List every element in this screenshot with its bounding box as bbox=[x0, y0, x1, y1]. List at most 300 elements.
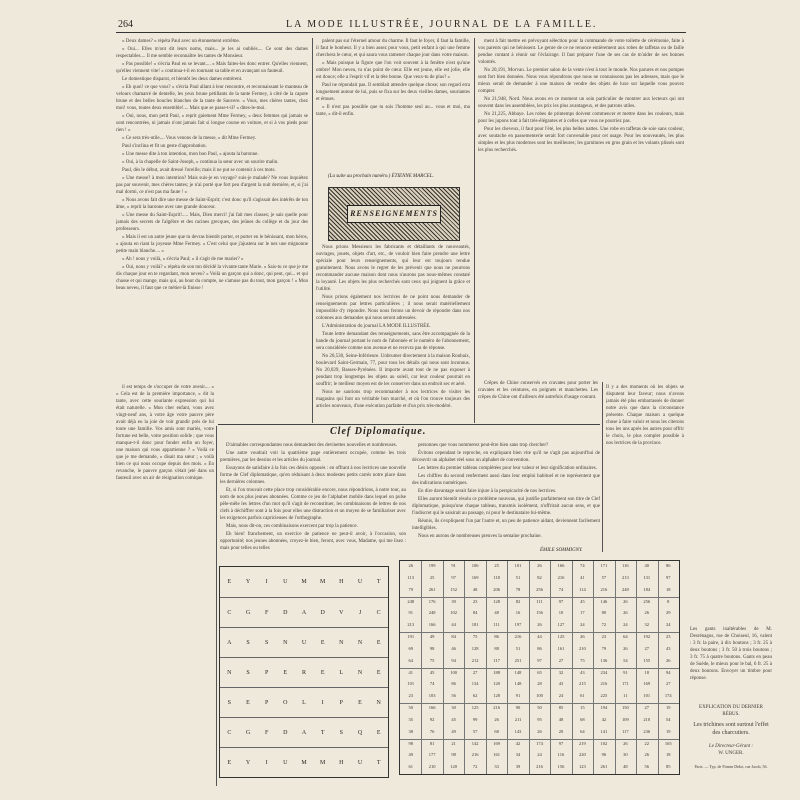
column-divider bbox=[602, 382, 603, 552]
number-grid-cell: 45 bbox=[429, 669, 435, 675]
number-grid-cell: 102 bbox=[450, 610, 458, 616]
number-grid-cell: 40 bbox=[644, 563, 650, 568]
number-grid-cell: 103 bbox=[428, 693, 436, 699]
number-grid-cell: 18 bbox=[666, 586, 671, 592]
number-grid-cell: 68 bbox=[494, 728, 499, 734]
number-grid-cell: 17 bbox=[580, 610, 585, 616]
number-grid-cell: 206 bbox=[493, 586, 500, 592]
number-grid-cell: 97 bbox=[666, 574, 671, 580]
number-grid-cell: 148 bbox=[514, 681, 522, 687]
number-grid-cell: 174 bbox=[664, 693, 672, 699]
renseignements-title: RENSEIGNEMENTS bbox=[347, 205, 441, 223]
imprint: Paris. — Typ. de Firmin Didot, rue Jacob, 56. bbox=[694, 764, 768, 769]
number-grid-cell: 96 bbox=[601, 752, 607, 758]
number-grid-cell: 102 bbox=[600, 740, 608, 746]
number-grid-cell: 23 bbox=[601, 634, 607, 639]
letter-grid-cell: C bbox=[227, 610, 232, 616]
number-grid-cell: 86 bbox=[451, 681, 456, 687]
number-grid-line bbox=[400, 668, 679, 669]
number-grid-cell: 74 bbox=[580, 563, 585, 568]
number-grid-cell: 261 bbox=[600, 764, 608, 770]
number-grid-cell: 171 bbox=[621, 681, 629, 687]
paragraph: D'aimables correspondantes nous demandent des devinettes nouvelles et nombreuses. bbox=[226, 443, 397, 448]
number-grid-cell: 75 bbox=[472, 634, 478, 639]
number-grid-cell: 45 bbox=[451, 716, 456, 722]
number-grid-cell: 142 bbox=[471, 740, 479, 746]
number-grid-cell: 26 bbox=[623, 645, 628, 651]
number-grid-cell: 57 bbox=[472, 728, 478, 734]
number-grid-cell: 98 bbox=[408, 740, 413, 746]
number-grid-cell: 216 bbox=[536, 764, 543, 770]
number-grid-cell: 49 bbox=[408, 752, 413, 758]
number-grid-cell: 216 bbox=[600, 586, 608, 592]
paragraph: Essayons de satisfaire à la fois ces désirs opposés : en offrant à nos lectrices une nouvelle forme de Clef diplomatique, qu'en réduisant à deux modestes petits carrés notre place dans les dernières colonnes. bbox=[220, 466, 406, 485]
number-grid-cell: 75 bbox=[580, 657, 585, 663]
paragraph: L'Administration du journal LA MODE ILLUSTRÉE. bbox=[322, 324, 431, 329]
number-grid-cell: 44 bbox=[537, 634, 542, 639]
number-grid-cell: 165 bbox=[664, 740, 672, 746]
number-grid-cell: 79 bbox=[601, 645, 607, 651]
number-grid-cell: 65 bbox=[537, 669, 542, 675]
letter-grid-cell: S bbox=[264, 640, 269, 646]
letter-grid-cell: E bbox=[246, 700, 250, 706]
column-divider bbox=[312, 38, 313, 423]
page-header-title: LA MODE ILLUSTRÉE, JOURNAL DE LA FAMILLE. bbox=[286, 19, 598, 30]
letter-grid-row bbox=[220, 717, 388, 748]
letter-grid-cell: M bbox=[319, 579, 326, 585]
letter-grid-cell: V bbox=[339, 610, 344, 616]
letter-grid-cell: M bbox=[301, 579, 307, 585]
letter-grid-cell: F bbox=[264, 610, 269, 616]
paragraph: No 20,530, Seine-Inférieure. Unbrumer directement à la maison Roubaix, boulevard Saint-Germain, 77, pour tous les détails qui nous sont inconnus. No 20,029, Basses-Pyrénées. Il importe avant tout de ne pas exposer à pendant trop longtemps les objets au soleil, car leur couleur pourrait en souffrir; le meilleur moyen est de les conserver dans un endroit sec et aéré. bbox=[316, 354, 470, 387]
letter-grid-cell: Y bbox=[245, 760, 251, 766]
number-grid-cell: 35 bbox=[408, 716, 413, 722]
paragraph: Réunis, ils s'expliquent l'un par l'autre et, un peu de patience aidant, deviennent facilement intelligibles. bbox=[412, 519, 600, 531]
number-grid-cell: 91 bbox=[451, 563, 456, 568]
number-grid-cell: 81 bbox=[429, 740, 435, 746]
number-grid-cell: 188 bbox=[493, 669, 500, 675]
number-grid-cell: 216 bbox=[557, 574, 565, 580]
number-grid-cell: 28 bbox=[537, 681, 542, 687]
number-grid-cell: 152 bbox=[450, 586, 458, 592]
letter-grid-cell: H bbox=[339, 579, 344, 585]
left-narrow-text: il est temps de s'occuper de votre avenir.... » « Cela est de la première importance, » dit la tante, avec cette souriante expression qui lui était naturelle. « Mon cher enfant, vous avez vingt-neuf ans, à votre âge votre pauvre père avait déjà eu la joie de voir grandir près de lui toute une famille. Vos amis sont mariés, votre fortune est belle, votre position solide ; que vous manque-t-il donc pour fonder enfin un foyer, une maison qui vous appartienne ? « Voilà ce que je me demande, » disait ma sœur ; « voilà bien ce qui nous occupe depuis des mois. » En revanche, le pauvre garçon s'était jeté dans un fauteuil avec un air de résignation comique. bbox=[116, 385, 214, 481]
number-grid-cell: 21 bbox=[451, 740, 456, 746]
letter-grid-cell: P bbox=[264, 670, 269, 676]
number-grid-cell: 216 bbox=[471, 752, 479, 758]
number-grid-cell: 45 bbox=[580, 598, 585, 604]
number-grid-cell: 134 bbox=[471, 681, 479, 687]
letter-grid-cell: U bbox=[301, 640, 307, 646]
number-grid-cell: 101 bbox=[514, 563, 522, 568]
number-grid-cell: 128 bbox=[493, 598, 500, 604]
number-grid-cell: 199 bbox=[428, 563, 436, 568]
letter-grid-cell: G bbox=[245, 610, 251, 616]
letter-grid-cell: E bbox=[376, 670, 381, 676]
left-column-continuation bbox=[116, 384, 214, 786]
number-grid-cell: 24 bbox=[623, 622, 628, 628]
letter-grid-cell: O bbox=[283, 700, 288, 706]
letter-grid-cell: E bbox=[320, 670, 325, 676]
number-grid-cell: 41 bbox=[408, 669, 413, 675]
number-grid-cell: 39 bbox=[451, 598, 456, 604]
paragraph: « Pas possible! » s'écria Paul en se levant.... « Mais faites-les donc entrer. Qu'elles viennent, qu'elles viennent vite! » continua-t-il en tournant sa table et en avançant un fauteuil. bbox=[116, 62, 308, 74]
number-grid-cell: 101 bbox=[643, 693, 651, 699]
number-grid-cell: 49 bbox=[429, 634, 435, 639]
number-grid-cell: 113 bbox=[407, 574, 415, 580]
number-grid-cell: 26 bbox=[623, 610, 628, 616]
paragraph: « Oui, nous y voilà? » répéta de son ton décidé la vivante tante Marie. « Sais-tu ce que je me dis chaque jour en te regardant, mon neveu? « Voilà un garçon qui a donc, qui peut, qui... et qui chasse et qui mange, mais qui, au bout du compte, ne s'amuse pas du tout, mon garçon ! » Mon beau neveu, il faut que ce métier-là finisse ! bbox=[116, 265, 308, 291]
letter-grid-row bbox=[220, 597, 388, 628]
number-grid-cell: 91 bbox=[515, 693, 521, 699]
paragraph: En dire davantage serait faire injure à la perspicacité de nos lectrices. bbox=[418, 489, 557, 494]
number-grid-line bbox=[400, 632, 679, 633]
number-grid-cell: 56 bbox=[644, 764, 650, 770]
number-grid-cell: 64 bbox=[580, 728, 585, 734]
number-grid-cell: 114 bbox=[579, 586, 586, 592]
number-grid-cell: 86 bbox=[494, 634, 499, 639]
letter-grid-cell: C bbox=[376, 610, 381, 616]
gloves-prices-text: Les gants inaltérables de M. Desrénagus, rue de Choiseul, 16, valent : 3 fr. la paire, à dix boutons ; 3 fr. 25 à deux boutons ; 3 fr. 50 à trois boutons ; 3 fr. 75 à quatre boutons. Gants en peau de Suède, le mieux pour le bal, 6 fr. 25 à deux boutons. Envoyer un timbre pour réponse. bbox=[690, 627, 772, 681]
number-grid-cell: 32 bbox=[558, 669, 564, 675]
number-grid-cell: 48 bbox=[623, 764, 628, 770]
number-grid-cell: 174 bbox=[536, 740, 543, 746]
number-grid-cell: 191 bbox=[407, 634, 415, 639]
letter-grid-cell: Q bbox=[357, 730, 363, 736]
number-grid-cell: 74 bbox=[429, 681, 435, 687]
number-grid-cell: 33 bbox=[494, 764, 499, 770]
number-grid-cell: 128 bbox=[493, 693, 500, 699]
paragraph: « Une messe du Saint-Esprit!..... Mais, Dieu merci! j'ai fait mes classes; je sais quelle pour jamais des secrets de l'algèbre et des racines grecques, des jeûnes du collège et du jour des professeurs. bbox=[116, 213, 308, 232]
number-grid-cell: 256 bbox=[643, 598, 651, 604]
number-grid-cell: 61 bbox=[408, 764, 413, 770]
letter-grid-cell: U bbox=[283, 760, 288, 766]
prices-paragraph bbox=[690, 626, 772, 698]
left-column-story bbox=[116, 38, 308, 382]
letter-grid-cell: E bbox=[227, 579, 232, 585]
number-grid-cell: 92 bbox=[429, 716, 435, 722]
letter-grid-cell: M bbox=[301, 760, 307, 766]
right-column-note bbox=[478, 380, 598, 404]
letter-grid-cell: T bbox=[320, 730, 325, 736]
number-grid-cell: 161 bbox=[493, 752, 500, 758]
renseignements-banner bbox=[328, 187, 460, 241]
number-grid-cell: 74 bbox=[558, 586, 564, 592]
number-grid-cell: 26 bbox=[623, 598, 628, 604]
number-grid-cell: 29 bbox=[666, 610, 671, 616]
paragraph: palent pas sur l'éternel amour du charme. Il faut le foyer, il faut la famille, il faut le bonheur. Il y a bien assez pour vous, petit enfant à qui une femme cherchera le cœur, et qui saura vous ramener chaque jour dans votre maison. bbox=[316, 39, 470, 58]
paragraph: « Oui, à la chapelle de Saint-Joseph, » continua la sœur avec un sourire malin. bbox=[122, 160, 279, 165]
number-grid-cell: 181 bbox=[471, 622, 479, 628]
number-grid-cell: 156 bbox=[557, 764, 565, 770]
letter-grid-cell: D bbox=[320, 610, 325, 616]
letter-grid-cell: U bbox=[357, 579, 363, 585]
header-rule bbox=[116, 32, 686, 33]
letter-grid-row bbox=[220, 657, 388, 688]
letter-grid-cell: E bbox=[283, 670, 288, 676]
number-grid-cell: 23 bbox=[472, 598, 478, 604]
number-grid-cell: 43 bbox=[558, 681, 564, 687]
number-grid-cell: 143 bbox=[514, 728, 522, 734]
paragraph: « Eh quoi! ce que vous? » s'écria Paul allant à leur rencontre, et reconnaissant le manteau de velours chamarré de dentelle, les yeux brune pétillants de la tante Fermey, à côté de la capote brune et des belles boucles blanches de la tante de Sauvere. « Vous, mes chères tantes, chez moi! vous, toutes deux ensemble!.... Mais que se passe-t-il? » dites-le-moi. bbox=[116, 85, 308, 111]
letter-grid-cell: E bbox=[358, 700, 362, 706]
letter-grid-row bbox=[220, 627, 388, 658]
number-grid-cell: 23 bbox=[408, 693, 413, 699]
number-grid-cell: 213 bbox=[621, 574, 629, 580]
paragraph: « Il n'est pas possible que tu sois l'homme seul au... vous et moi, ma tante, » dit-il enfin. bbox=[316, 105, 470, 117]
number-grid-cell: 123 bbox=[579, 764, 586, 770]
number-grid-cell: 169 bbox=[471, 574, 479, 580]
explication-title: EXPLICATION DU DERNIER RÉBUS. bbox=[699, 705, 763, 717]
paragraph: Mais, nous dit-on, ces combinaisons exercent par trop la patience. bbox=[226, 524, 358, 529]
number-grid-cell: 213 bbox=[407, 622, 415, 628]
number-grid-cell: 90 bbox=[515, 705, 521, 710]
letter-grid-cell: N bbox=[339, 640, 344, 646]
letter-grid-cell: T bbox=[376, 760, 381, 766]
paragraph: Elles auront bientôt résolu ce problème nouveau, qui justifie parfaitement son titre de Clef diplomatique, puisqu'une chaque tableau, transmis isolément, n'offrirait aucun sens, et que l'indiscret qui le saisirait au passage, ni pour le destinataire lui-même. bbox=[412, 497, 600, 516]
number-grid-cell: 120 bbox=[493, 681, 500, 687]
number-grid-cell: 27 bbox=[666, 681, 671, 687]
number-grid-cell: 34 bbox=[515, 752, 521, 758]
letter-grid bbox=[219, 566, 389, 778]
number-grid-cell: 248 bbox=[407, 598, 415, 604]
number-grid-cell: 18 bbox=[666, 752, 671, 758]
number-grid-cell: 94 bbox=[666, 669, 671, 675]
number-grid-cell: 131 bbox=[643, 574, 651, 580]
number-grid-cell: 48 bbox=[494, 610, 499, 616]
letter-grid-cell: I bbox=[321, 700, 324, 706]
number-grid-cell: 23 bbox=[666, 634, 671, 639]
number-grid-cell: 211 bbox=[514, 716, 522, 722]
paragraph: Une autre voudrait voir la quatrième page entièrement occupée, comme les trois premières, par les dessins et les articles du journal. bbox=[220, 451, 406, 463]
number-grid-cell: 80 bbox=[601, 610, 607, 616]
paragraph: Nous prions également nos lectrices de ne point nous demander de renseignements par lettres particulières ; il nous serait matériellement impossible d'y répondre. Nous nous ferons un devoir de répondre dans nos colonnes aux demandes qui nous seront adressées. bbox=[316, 295, 470, 321]
number-grid-line bbox=[400, 703, 679, 704]
letter-grid-cell: J bbox=[358, 610, 362, 616]
number-grid-cell: 120 bbox=[450, 764, 458, 770]
number-grid-cell: 98 bbox=[451, 752, 456, 758]
renseignements-column bbox=[316, 244, 470, 422]
number-grid-cell: 26 bbox=[644, 752, 650, 758]
number-grid-cell: 25 bbox=[494, 563, 499, 568]
paragraph: Paul ne répondait pas. Il semblait attendre quelque chose; son regard erra longuement autour de lui, puis se fixa sur les deux vieilles dames, souriantes et émues. bbox=[316, 83, 470, 102]
letter-grid-cell: S bbox=[339, 730, 343, 736]
number-grid-cell: 30 bbox=[623, 752, 628, 758]
number-grid-cell: 32 bbox=[644, 622, 650, 628]
number-grid-cell: 30 bbox=[451, 705, 456, 710]
number-grid-cell: 10 bbox=[558, 610, 564, 616]
paragraph: Pour les cheveux, il faut pour l'été, les plus belles nattes. Une robe en taffetas de soie sans couleur, avec soutache en passementerie serait fort convenable pour cet usage. Pour les nouveautés, les plus simples et les plus modernes sont les meilleures; les garnitures en gros grain et les volants plissés sont les plus recherchés. bbox=[478, 127, 684, 153]
number-grid-cell: 42 bbox=[601, 716, 607, 722]
letter-grid-cell: M bbox=[319, 760, 326, 766]
letter-grid-row bbox=[220, 747, 388, 778]
paragraph: « Mais il est un autre jeune que tu devras bientôt porter, et porter en le bénissant, mon héros, » ajouta en riant la joyeuse Mme Fermey. « C'est celui que j'ajustera sur le nez une mignonne petite main blanche.... » bbox=[116, 235, 308, 254]
letter-grid-cell: E bbox=[376, 640, 381, 646]
number-grid-cell: 26 bbox=[537, 622, 542, 628]
number-grid-cell: 82 bbox=[515, 598, 521, 604]
number-grid-cell: 171 bbox=[600, 563, 608, 568]
number-grid-cell: 56 bbox=[451, 693, 456, 699]
number-grid-cell: 22 bbox=[644, 740, 650, 746]
number-grid-cell: 18 bbox=[644, 669, 650, 675]
number-grid-cell: 41 bbox=[580, 574, 585, 580]
number-grid-cell: 97 bbox=[558, 598, 564, 604]
paragraph: Nous ne saurions trop recommander à nos lectrices de visiter les magasins qui font un véritable bon marché, et où l'on trouve toujours des articles nouveaux, d'une exécution parfaite et d'un prix très-modéré. bbox=[316, 390, 470, 409]
number-grid-cell: 97 bbox=[558, 740, 564, 746]
paragraph: « Mais puisque la figure que l'on voit souvent à la fenêtre n'est qu'une ombre! Mon neveu, tu n'as point de cœur. Elle est jeune, elle est jolie, elle est douce; elle a l'esprit vif et la tête bonne. Que veux-tu de plus? » bbox=[316, 61, 470, 80]
number-grid-cell: 256 bbox=[536, 586, 543, 592]
number-grid-cell: 54 bbox=[623, 657, 628, 663]
number-grid-cell: 166 bbox=[428, 705, 436, 710]
section-rule bbox=[218, 424, 600, 425]
paragraph: ment à fait mettre en prévoyant sélection pour la commande de votre toilette de cérémonie, faite à vos parents qui ne bénissent. Le genre de ce ne renonce entièrement aux robes de taffetas ou de faille pendue contant à réunir sur l'éclairage. Il faut préparer l'une de ses cas de m'aider de ses bonnes volontés. bbox=[478, 39, 684, 65]
number-grid-cell: 156 bbox=[536, 610, 543, 616]
number-grid-cell: 11 bbox=[623, 693, 628, 699]
number-grid-cell: 16 bbox=[515, 610, 521, 616]
number-grid-cell: 117 bbox=[622, 728, 629, 734]
paragraph: Paul, dès le début, avait dressé l'oreille; mais il ne put se contenir à ces mots. bbox=[122, 168, 276, 173]
number-grid-cell: 27 bbox=[472, 669, 478, 675]
number-grid-cell: 166 bbox=[557, 563, 565, 568]
number-grid-cell: 72 bbox=[601, 622, 607, 628]
paragraph: Nous prions Messieurs les fabricants et détaillants de nouveautés, ouvrages, jouets, objets d'art, etc., de vouloir bien faire prendre une lettre spéciale pour leurs renseignements, qui leur est toujours rendue gratuitement. Nous avons le regret de les prévenir que nous ne pourrons recommander aucune maison dont nous n'aurons pas nous-mêmes constaté la loyauté. Les objets les plus recherchés sont ceux qui joignent la grâce et l'utilité. bbox=[316, 245, 470, 292]
number-grid-cell: 117 bbox=[493, 657, 500, 663]
number-grid-cell: 24 bbox=[558, 693, 564, 699]
number-grid-cell: 248 bbox=[621, 586, 629, 592]
letter-grid-cell: N bbox=[283, 640, 288, 646]
number-grid-cell: 61 bbox=[580, 693, 585, 699]
number-grid-cell: 26 bbox=[408, 563, 413, 568]
letter-grid-cell: I bbox=[265, 579, 268, 585]
number-grid-cell: 91 bbox=[623, 669, 628, 675]
number-grid-cell: 49 bbox=[451, 728, 456, 734]
right-column-answers bbox=[478, 38, 684, 376]
number-grid-cell: 251 bbox=[514, 657, 522, 663]
number-grid-cell: 99 bbox=[472, 716, 478, 722]
number-grid-cell: 62 bbox=[472, 693, 478, 699]
letter-grid-cell: E bbox=[376, 730, 381, 736]
paragraph: Évitons cependant le reproche, en expliquant bien vite qu'il ne s'agit pas aujourd'hui de découvrir un alphabet réel sous un alphabet de convention. bbox=[412, 451, 600, 463]
letter-grid-cell: P bbox=[264, 700, 269, 706]
letter-grid-row bbox=[220, 567, 388, 597]
number-grid-cell: 51 bbox=[515, 574, 521, 580]
number-grid-cell: 220 bbox=[579, 752, 586, 758]
number-grid-cell: 161 bbox=[557, 645, 565, 651]
letter-grid-cell: D bbox=[283, 730, 288, 736]
number-grid-cell: 197 bbox=[514, 622, 522, 628]
number-grid-cell: 25 bbox=[429, 574, 435, 580]
number-grid-cell: 215 bbox=[579, 681, 586, 687]
letter-grid-cell: E bbox=[320, 640, 325, 646]
number-grid-cell: 84 bbox=[451, 634, 456, 639]
number-grid-cell: 148 bbox=[514, 669, 522, 675]
number-grid-cell: 166 bbox=[428, 622, 436, 628]
number-grid-cell: 50 bbox=[408, 705, 413, 710]
number-grid-cell: 27 bbox=[558, 657, 564, 663]
number-grid-cell: 100 bbox=[450, 669, 458, 675]
number-grid-cell: 169 bbox=[493, 740, 500, 746]
letter-grid-cell: Y bbox=[245, 579, 251, 585]
number-grid-cell: 236 bbox=[643, 728, 651, 734]
column-divider bbox=[216, 426, 217, 786]
letter-grid-cell: P bbox=[339, 700, 343, 706]
paragraph: « Une messe? à mon intention? Mais suis-je en voyage? suis-je malade? Ne vous inquiétez pas par souvenir, mes chères tantes; je n'ai porté que fort peu d'argent la nuit dernière, et, si j'ai mal dormi, ce n'est pas ma faute ! » bbox=[116, 176, 308, 195]
paragraph: « Deux dames? » répéta Paul avec un étonnement extrême. bbox=[122, 39, 241, 44]
number-grid-cell: 84 bbox=[472, 610, 478, 616]
letter-grid-cell: N bbox=[227, 670, 232, 676]
letter-grid-cell: S bbox=[227, 700, 231, 706]
paragraph: Nous en aurons de nombreuses preuves la semaine prochaine. bbox=[418, 534, 542, 539]
number-grid-cell: 42 bbox=[515, 740, 521, 746]
letter-grid-cell: G bbox=[245, 730, 251, 736]
paragraph: « Oui... Elles m'ont dit leurs noms, mais... je les ai oubliés.... Ce sont des dames respectables.... Il me semble reconnaître les tantes de Monsieur. bbox=[116, 47, 308, 59]
number-grid-cell: 48 bbox=[472, 586, 478, 592]
number-grid-cell: 51 bbox=[515, 645, 521, 651]
number-grid-cell: 75 bbox=[429, 657, 435, 663]
number-grid-cell: 125 bbox=[471, 705, 479, 710]
number-grid-cell: 39 bbox=[515, 764, 521, 770]
number-grid-cell: 216 bbox=[493, 705, 500, 710]
letter-grid-cell: C bbox=[227, 730, 232, 736]
number-grid-cell: 98 bbox=[429, 645, 435, 651]
letter-grid-cell: I bbox=[265, 760, 268, 766]
number-grid-cell: 141 bbox=[600, 728, 608, 734]
number-grid-cell: 146 bbox=[600, 598, 608, 604]
letter-grid-cell: A bbox=[301, 610, 307, 616]
letter-grid-cell: T bbox=[376, 579, 381, 585]
paragraph: No 20,191, Morvan. Le premier salon de la vente n'est à tout le monde. Nos parures et nos pompes sont fort bien données. Nous vous répondrons que nous ne connaissons pas les adresses, mais que le mieux serait de demander à une maison de vendre des objets de luxe sur laquelle vous pouvez compter. bbox=[478, 68, 684, 94]
number-grid-cell: 216 bbox=[514, 634, 522, 639]
number-grid-cell: 72 bbox=[472, 764, 478, 770]
paragraph: Paul s'inclina et fit un geste d'approbation. bbox=[122, 144, 207, 149]
paragraph: « Ah ! nous y voilà, » s'écria Paul; « il s'agit de me marier? » bbox=[122, 257, 244, 262]
number-grid-cell: 155 bbox=[643, 657, 651, 663]
letter-grid-cell: R bbox=[301, 670, 306, 676]
clef-text-right bbox=[412, 442, 600, 546]
paragraph: « Ce sera très-utile.... Vous venons de la messe, » dit Mme Fermey. bbox=[122, 136, 257, 141]
number-grid-cell: 111 bbox=[536, 598, 543, 604]
right-narrow-column bbox=[606, 384, 684, 604]
number-grid-cell: 94 bbox=[451, 657, 456, 663]
paragraph: No 21,948, Nord. Nous avons en ce moment un soin particulier de montrer aux lecteurs qui ont souvent dans les assemblées, les prix les plus avantageux, et des patrons utiles. bbox=[478, 97, 684, 109]
number-grid-cell: 216 bbox=[600, 681, 608, 687]
story-signature: (La suite au prochain numéro.) ÉTIENNE MARCEL. bbox=[328, 174, 434, 179]
letter-grid-cell: N bbox=[357, 640, 363, 646]
letter-grid-cell: L bbox=[339, 670, 344, 676]
number-grid-cell: 46 bbox=[451, 645, 456, 651]
director-label: Le Directeur-Gérant : bbox=[708, 744, 754, 749]
number-grid-cell: 20 bbox=[558, 728, 564, 734]
letter-grid-cell: N bbox=[376, 700, 381, 706]
director-name: W. UNGER. bbox=[718, 751, 744, 756]
letter-grid-cell: S bbox=[246, 670, 250, 676]
number-grid-cell: 177 bbox=[428, 752, 436, 758]
number-grid-cell: 24 bbox=[537, 752, 542, 758]
column-divider bbox=[474, 38, 475, 423]
number-grid-cell: 234 bbox=[600, 669, 608, 675]
paragraph: Eh bien! franchement, un exercice de patience ne peut-il avoir, à l'occasion, son opportunité; nos jeunes abonnées, croyez-le bien, feront, avec vous, Madame, qui me lisez : mais pour telles ou telles bbox=[220, 532, 406, 551]
paragraph: « Oui, nous, mon petit Paul, » reprit gaiement Mme Fermey, « deux femmes qui jamais se sont rencontrées, ni jamais n'ont jamais fait si longue course en voiture, et si à vos pieds pour rien ! » bbox=[116, 114, 308, 133]
letter-grid-cell: E bbox=[227, 760, 232, 766]
clef-diplomatique-title: Clef Diplomatique. bbox=[330, 426, 427, 437]
number-grid-cell: 176 bbox=[428, 598, 436, 604]
number-grid-cell: 125 bbox=[557, 634, 565, 639]
number-grid-cell: 184 bbox=[643, 586, 651, 592]
paragraph: Toute lettre demandant des renseignements, sans être accompagnée de la bande du journal portant le nom de l'abonnée et le numéro de l'abonnement, sera considérée comme non avenue et ne recevra pas de réponse. bbox=[316, 332, 470, 351]
number-grid-cell: 26 bbox=[644, 610, 650, 616]
number-grid-cell: 64 bbox=[408, 657, 413, 663]
number-grid-cell: 27 bbox=[644, 645, 650, 651]
